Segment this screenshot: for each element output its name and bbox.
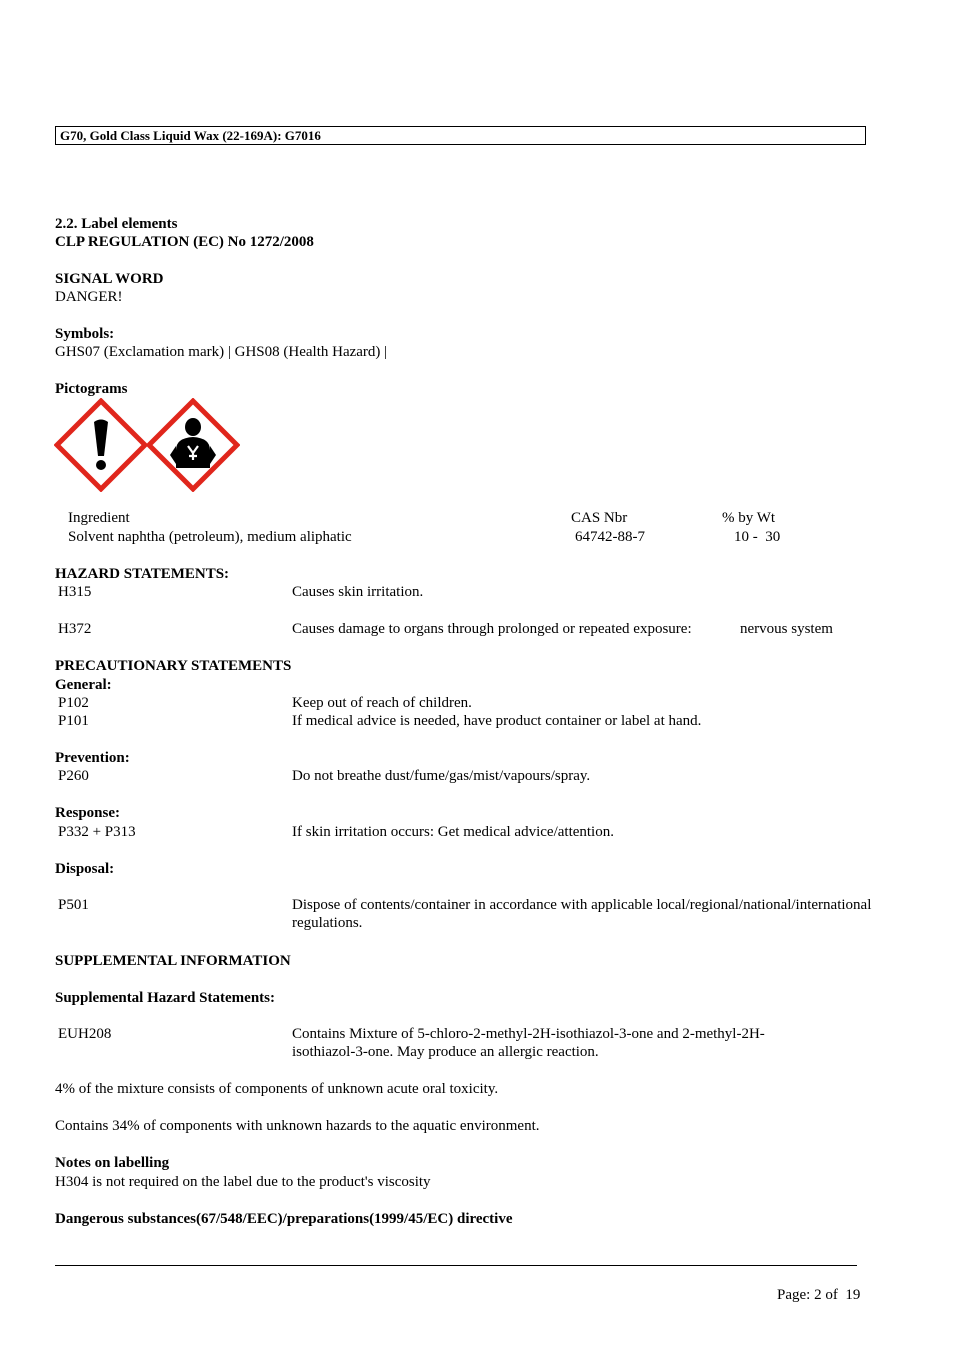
supplemental-text: Contains Mixture of 5-chloro-2-methyl-2H-isothiazol-3-one and 2-methyl-2H-isothiazol-3-one. May produce an allergic reaction. [292, 1026, 765, 1060]
cas-column-header: CAS Nbr [571, 510, 628, 526]
acute-toxicity-note: 4% of the mixture consists of components of unknown acute oral toxicity. [55, 1081, 499, 1097]
precaution-code: P260 [58, 768, 89, 784]
disposal-heading: Disposal: [55, 861, 115, 877]
precaution-code: P501 [58, 897, 89, 913]
hazard-code: H372 [58, 621, 92, 637]
ingredient-cas-cell: 64742-88-7 [575, 529, 645, 545]
supplemental-information-heading: SUPPLEMENTAL INFORMATION [55, 953, 291, 969]
symbols-heading: Symbols: [55, 326, 115, 342]
precaution-code: P332 + P313 [58, 824, 136, 840]
hazard-statements-heading: HAZARD STATEMENTS: [55, 566, 230, 582]
hazard-text: Causes damage to organs through prolonged or repeated exposure: [292, 621, 692, 637]
directive-heading: Dangerous substances(67/548/EEC)/preparations(1999/45/EC) directive [55, 1211, 513, 1227]
supplemental-code: EUH208 [58, 1026, 112, 1042]
exclamation-mark-pictogram-icon [54, 398, 148, 492]
health-hazard-pictogram-icon [146, 398, 240, 492]
symbols-value: GHS07 (Exclamation mark) | GHS08 (Health Hazard) | [55, 344, 388, 360]
precaution-text: If skin irritation occurs: Get medical advice/attention. [292, 824, 614, 840]
precautionary-statements-heading: PRECAUTIONARY STATEMENTS [55, 658, 292, 674]
pictograms-heading: Pictograms [55, 381, 128, 397]
hazard-target-organ: nervous system [740, 621, 833, 637]
precaution-text: Keep out of reach of children. [292, 695, 472, 711]
notes-on-labelling-text: H304 is not required on the label due to the product's viscosity [55, 1174, 431, 1190]
supplemental-hazard-statements-heading: Supplemental Hazard Statements: [55, 990, 275, 1006]
precaution-code: P102 [58, 695, 89, 711]
prevention-heading: Prevention: [55, 750, 130, 766]
document-title: G70, Gold Class Liquid Wax (22-169A): G7016 [60, 128, 321, 143]
precaution-text: Do not breathe dust/fume/gas/mist/vapours/spray. [292, 768, 591, 784]
ingredient-column-header: Ingredient [68, 510, 130, 526]
document-header-box [55, 126, 866, 145]
signal-word-heading: SIGNAL WORD [55, 271, 164, 287]
general-heading: General: [55, 677, 112, 693]
response-heading: Response: [55, 805, 121, 821]
precaution-text: Dispose of contents/container in accordance with applicable local/regional/national/international regulations. [292, 897, 872, 931]
precaution-code: P101 [58, 713, 89, 729]
ingredient-name-cell: Solvent naphtha (petroleum), medium aliphatic [68, 529, 352, 545]
weight-column-header: % by Wt [722, 510, 776, 526]
hazard-code: H315 [58, 584, 92, 600]
clp-regulation-heading: CLP REGULATION (EC) No 1272/2008 [55, 234, 314, 250]
notes-on-labelling-heading: Notes on labelling [55, 1155, 170, 1171]
signal-word-value: DANGER! [55, 289, 123, 305]
ingredient-weight-cell: 10 - 30 [734, 529, 781, 545]
page-number: Page: 2 of 19 [777, 1287, 861, 1303]
label-elements-heading: 2.2. Label elements [55, 216, 178, 232]
footer-divider [55, 1265, 857, 1266]
aquatic-hazard-note: Contains 34% of components with unknown hazards to the aquatic environment. [55, 1118, 540, 1134]
hazard-text: Causes skin irritation. [292, 584, 424, 600]
precaution-text: If medical advice is needed, have product container or label at hand. [292, 713, 702, 729]
